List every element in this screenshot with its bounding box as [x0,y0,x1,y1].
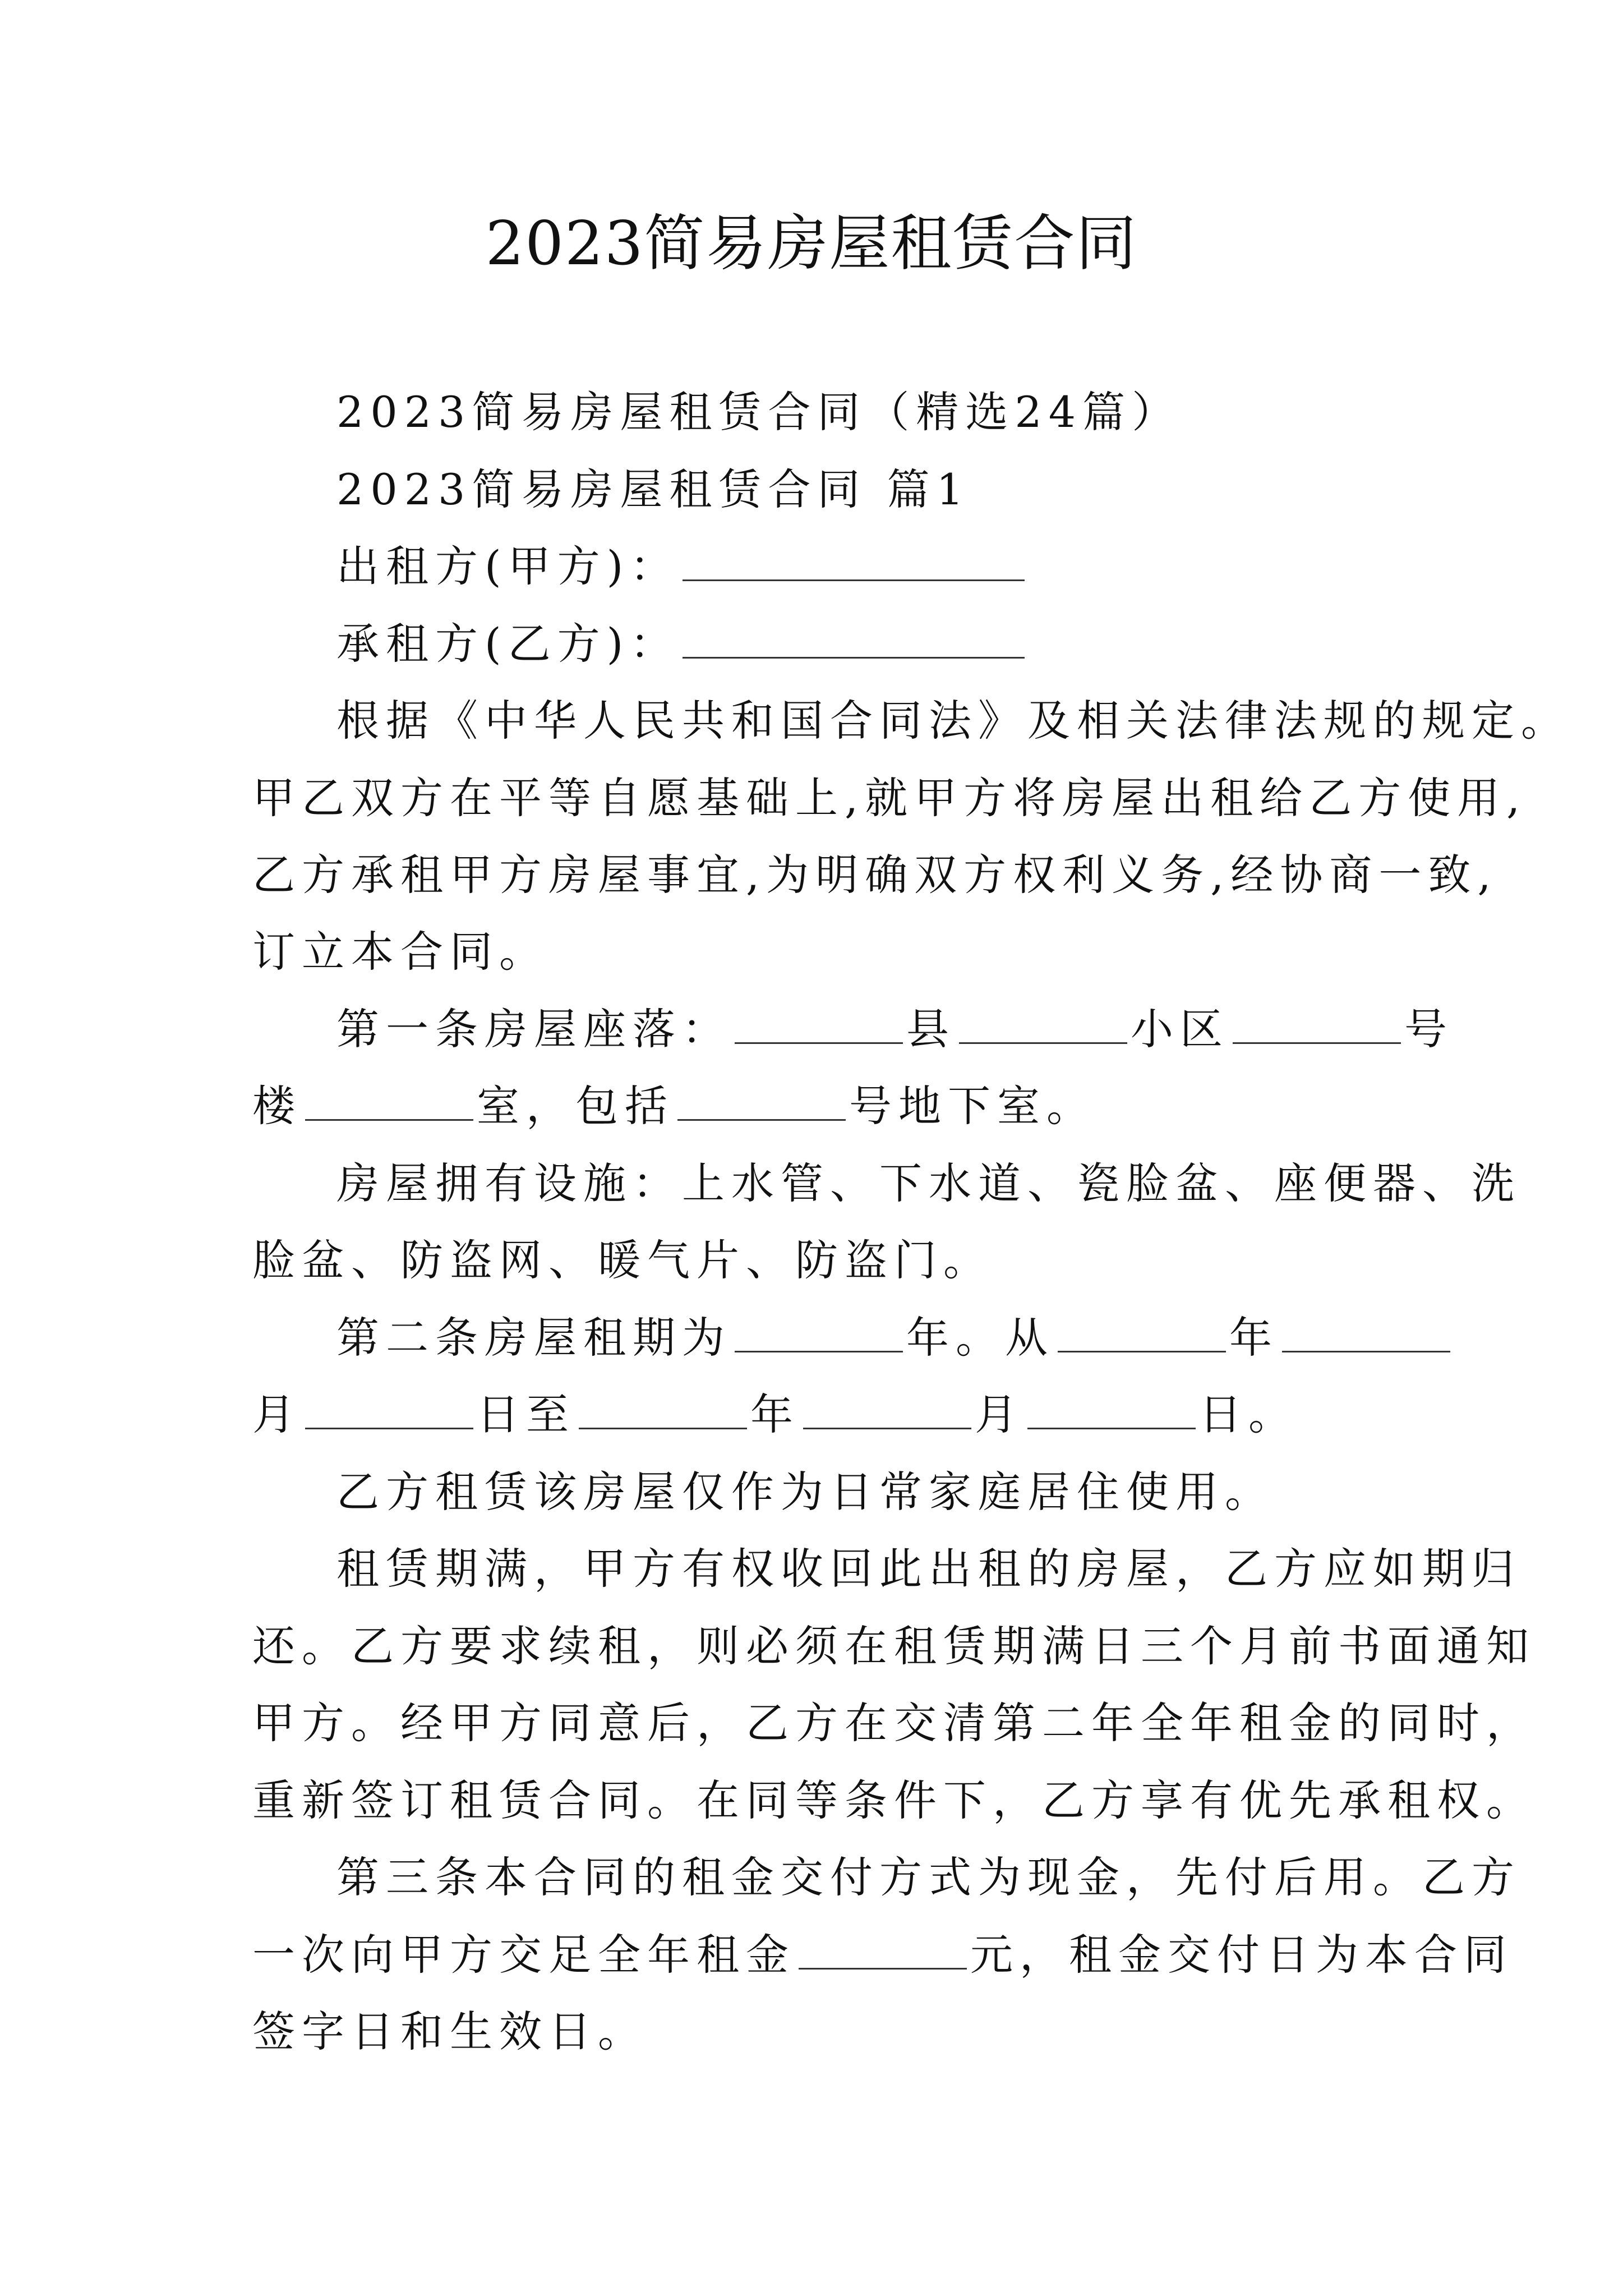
county-blank [735,1002,903,1044]
text-fragment: 县 [906,1004,956,1054]
lessee-line [336,616,1028,672]
paragraph-line: 甲乙双方在平等自愿基础上,就甲方将房屋出租给乙方使用, [252,773,1527,823]
paragraph-line: 租赁期满，甲方有权收回此出租的房屋，乙方应如期归 [336,1544,1521,1594]
article-one-line [252,1078,1096,1134]
text-fragment: 楼 [252,1081,302,1131]
start-year-blank [1058,1310,1226,1352]
paragraph-line: 第三条本合同的租金交付方式为现金，先付后用。乙方 [336,1852,1521,1902]
article-two-line [252,1387,1298,1443]
text-fragment: 日至 [477,1389,575,1439]
text-fragment: 号 [1404,1004,1454,1054]
room-blank [305,1079,473,1121]
end-year-blank [579,1387,747,1429]
text-fragment: 第一条房屋座落： [336,1004,731,1054]
paragraph-line: 订立本合同。 [252,927,548,977]
paragraph-line: 乙方承租甲方房屋事宜,为明确双方权利义务,经协商一致, [252,850,1498,900]
article-one-line [336,1001,1454,1057]
paragraph-line: 房屋拥有设施：上水管、下水道、瓷脸盆、座便器、洗 [336,1158,1521,1208]
paragraph-line: 脸盆、防盗网、暖气片、防盗门。 [252,1235,993,1285]
article-two-line [336,1310,1454,1366]
text-fragment: 日。 [1199,1389,1298,1439]
text-fragment: 年 [750,1389,800,1439]
text-fragment: 年 [1229,1313,1279,1363]
lessor-label: 出租方(甲方)： [336,541,680,591]
text-fragment: 元，租金交付日为本合同 [970,1930,1513,1980]
text-fragment: 月 [252,1389,302,1439]
text-fragment: 月 [975,1389,1024,1439]
subtitle-line: 2023简易房屋租赁合同（精选24篇） [336,387,1182,437]
term-years-blank [735,1310,903,1352]
end-month-blank [803,1387,971,1429]
annual-rent-blank [799,1927,967,1970]
text-fragment: 室，包括 [477,1081,674,1131]
community-blank [959,1002,1127,1044]
paragraph-line: 签字日和生效日。 [252,2007,647,2056]
paragraph-line: 根据《中华人民共和国合同法》及相关法律法规的规定。 [336,696,1570,746]
end-day-blank [1027,1387,1196,1429]
text-fragment: 年。从 [906,1313,1054,1363]
lessor-line [336,539,1028,595]
start-day-blank [305,1387,473,1429]
start-month-blank [1282,1310,1450,1352]
article-three-line [252,1927,1513,1983]
paragraph-line: 乙方租赁该房屋仅作为日常家庭居住使用。 [336,1467,1274,1517]
document-title: 2023简易房屋租赁合同 [485,209,1138,279]
section-heading: 2023简易房屋租赁合同 篇1 [336,464,970,514]
paragraph-line: 还。乙方要求续租，则必须在租赁期满日三个月前书面通知 [252,1621,1536,1671]
number-blank [1233,1002,1401,1044]
lessee-blank [683,616,1025,659]
text-fragment: 一次向甲方交足全年租金 [252,1930,795,1980]
paragraph-line: 重新签订租赁合同。在同等条件下，乙方享有优先承租权。 [252,1775,1536,1825]
paragraph-line: 甲方。经甲方同意后，乙方在交清第二年全年租金的同时， [252,1698,1536,1748]
basement-blank [677,1079,846,1121]
lessee-label: 承租方(乙方)： [336,619,680,669]
text-fragment: 第二条房屋租期为 [336,1313,731,1363]
lessor-blank [683,539,1025,581]
text-fragment: 号地下室。 [849,1081,1096,1131]
text-fragment: 小区 [1131,1004,1229,1054]
